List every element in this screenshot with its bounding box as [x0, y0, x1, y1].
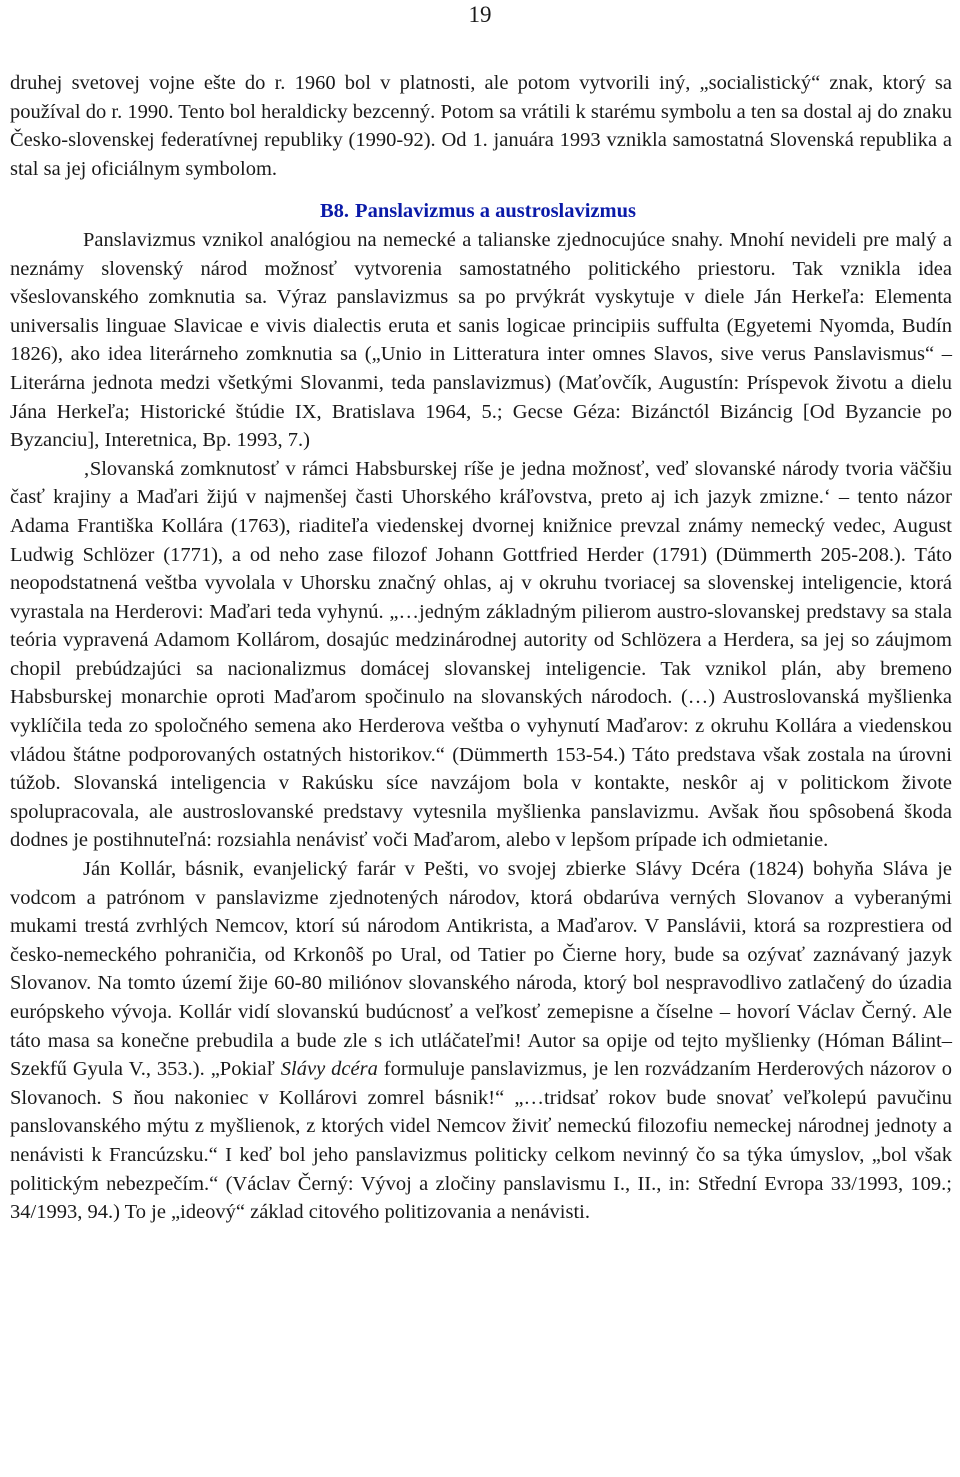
section-title: Panslavizmus a austroslavizmus	[355, 200, 637, 223]
paragraph-kollar-part-b: formuluje panslavizmus, je len rozvádzaním Herderových názorov o Slovanoch. S ňou nakoniec v Kollárovi zomrel básnik!“ „…tridsať rokov bude snovať veľkolepú pavučinu panslovanského mýtu z myšlienok, z ktorých videl Nemcov živiť nemeckú filozofiu nemeckej národnej jednoty a nenávisti k Francúzsku.“ I keď bol jeho panslavizmus politicky celkom nevinný čo sa týka úmyslov, „bol však politickým nebezpečím.“ (Václav Černý: Vývoj a zločiny panslavismu I., II., in: Střední Evropa 33/1993, 109.; 34/1993, 94.) To je „ideový“ základ citového politizovania a nenávisti.	[10, 1058, 952, 1224]
book-title-slavy-dcera: Slávy dcéra	[280, 1058, 378, 1081]
section-heading	[10, 197, 952, 226]
intro-paragraph: druhej svetovej vojne ešte do r. 1960 bol v platnosti, ale potom vytvorili iný, „socialistický“ znak, ktorý sa používal do r. 1990. Tento bol heraldicky bezcenný. Potom sa vrátili k starému symbolu a ten sa dostal aj do znaku Česko-slovenskej federatívnej republiky (1990-92). Od 1. januára 1993 vznikla samostatná Slovenská republika a stal sa jej oficiálnym symbolom.	[10, 72, 952, 180]
paragraph-kollar-part-a: Ján Kollár, básnik, evanjelický farár v Pešti, vo svojej zbierke Slávy Dcéra (1824) bohyňa Sláva je vodcom a patrónom v panslavizme zjednotených národov, ktorá obdarúva verných Slovanov a vyberanými mukami trestá zvrhlých Nemcov, ktorí sú národom Antikrista, a Maďarov. V Panslávii, ktorá sa rozprestiera od česko-nemeckého pohraničia, od Krkonôš po Ural, od Tatier po Čierne hory, bude sa ozývať zaznávaný jazyk Slovanov. Na tomto území žije 60-80 miliónov slovanského národa, ktorý bol nespravodlivo zatlačený do úzadia európskeho vývoja. Kollár vidí slovanskú budúcnosť a veľkosť zemepisne a číselne – hovorí Václav Černý. Ale táto masa sa konečne prebudila a bude zle s ich utláčateľmi! Autor sa opije od tejto myšlienky (Hóman Bálint–Szekfű Gyula V., 353.). „Pokiaľ	[10, 858, 952, 1081]
paragraph-kollar	[10, 855, 952, 1227]
section-number: B8.	[319, 200, 350, 223]
document-body	[10, 69, 952, 1227]
paragraph-panslavizmus-origin: Panslavizmus vznikol analógiou na nemecké a talianske zjednocujúce snahy. Mnohí nevideli pre malý a neznámy slovenský národ možnosť vytvorenia samostatného politického priestoru. Tak vznikla idea všeslovanského zomknutia sa. Výraz panslavizmus sa po prvýkrát vyskytuje v diele Ján Herkeľa: Elementa universalis linguae Slavicae e vivis dialectis eruta et sanis logicae principiis suffulta (Egyetemi Nyomda, Budín 1826), ako idea literárneho zomknutia sa („Unio in Litteratura inter omnes Slavos, sive verus Panslavismus“ – Literárna jednota medzi všetkými Slovanmi, teda panslavizmus) (Maťovčík, Augustín: Príspevok životu a dielu Jána Herkeľa; Historické štúdie IX, Bratislava 1964, 5.; Gecse Géza: Bizánctól Bizáncig [Od Byzancie po Byzanciu], Interetnica, Bp. 1993, 7.)	[10, 228, 952, 452]
page-number: 19	[468, 2, 492, 27]
paragraph-austroslavizmus: ‚Slovanská zomknutosť v rámci Habsburskej ríše je jedna možnosť, veď slovanské národy tvoria väčšiu časť krajiny a Maďari žijú v najmenšej časti Uhorského kráľovstva, preto aj ich jazyk zmizne.‘ – tento názor Adama Františka Kollára (1763), riaditeľa viedenskej dvornej knižnice prevzal známy nemecký vedec, August Ludwig Schlözer (1771), a od neho zase filozof Johann Gottfried Herder (1791) (Dümmerth 205-208.). Táto neopodstatnená veštba vyvolala v Uhorsku značný ohlas, aj v okruhu tvoriacej sa slovenskej inteligencie, ktorá vyrastala na Herderovi: Maďari teda vyhynú. „…jedným základným pilierom austro-slovanskej predstavy sa stala teória vypravená Adamom Kollárom, dosajúc medzinárodnej autority od Schlözera a Herdera, sa jej so záujmom chopil prebúdzajúci sa nacionalizmus domácej slovanskej inteligencie. Tak vznikol plán, aby bremeno Habsburskej monarchie oproti Maďarom spočinulo na slovanských národoch. (…) Austroslovanská myšlienka vyklíčila teda zo spoločného semena ako Herderova veštba o vyhynutí Maďarov: z okruhu Kollára a viedenskou vládou štátne podporovaných ostatných historikov.“ (Dümmerth 153-54.) Táto predstava však zostala na úrovni túžob. Slovanská inteligencia v Rakúsku síce navzájom bola v kontakte, neskôr aj v politickom živote spolupracovala, ale austroslovanské predstavy vytesnila myšlienka panslavizmu. Avšak ňou spôsobená škoda dodnes je postihnuteľná: rozsiahla nenávisť voči Maďarom, alebo v lepšom prípade ich odmietanie.	[10, 457, 952, 852]
